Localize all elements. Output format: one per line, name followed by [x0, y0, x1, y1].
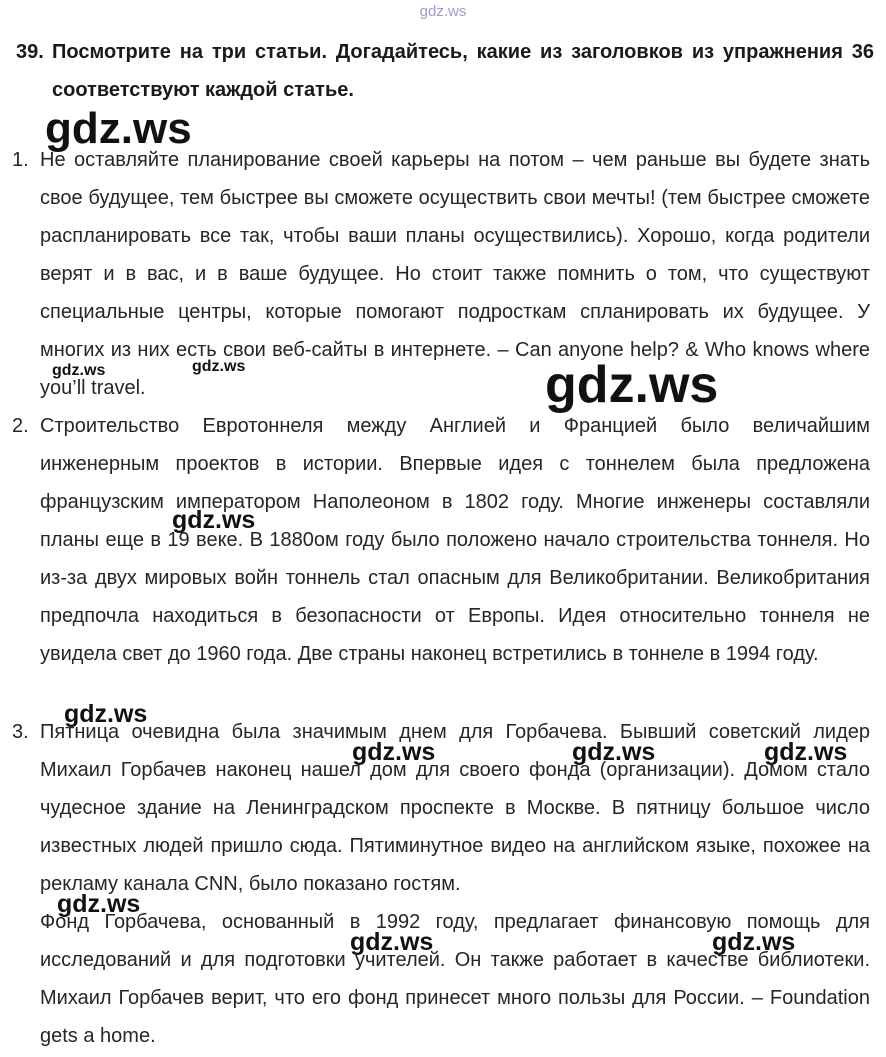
article-3-number: 3.	[12, 721, 29, 743]
watermark: gdz.ws	[64, 700, 148, 728]
watermark: gdz.ws	[352, 738, 436, 766]
watermark: gdz.ws	[52, 362, 106, 379]
article-2-number: 2.	[12, 415, 29, 437]
watermark: gdz.ws	[572, 738, 656, 766]
article-1-number: 1.	[12, 149, 29, 171]
watermark: gdz.ws	[350, 928, 434, 956]
task-number: 39.	[16, 41, 44, 63]
watermark: gdz.ws	[57, 890, 141, 918]
article-2-text: Строительство Евротоннеля между Англией и Францией было величайшим инженерным проектов в истории. Впервые идея с тоннелем была предложена французским императором Наполеоном в 1802 году. Многие инженеры составляли планы еще в 19 веке. В 1880ом году было положено начало строительства тоннеля. Но из-за двух мировых войн тоннель стал опасным для Великобритании. Великобритания предпочла находиться в безопасности от Европы. Идея относительно тоннеля не увидела свет до 1960 года. Две страны наконец встретились в тоннеле в 1994 году.	[40, 415, 870, 665]
article-3-text	[40, 713, 870, 1055]
watermark: gdz.ws	[545, 356, 719, 414]
article-3	[12, 713, 870, 1055]
task-heading	[16, 33, 874, 109]
article-3-text-part-1: Пятница очевидна была значимым днем для Горбачева. Бывший советский лидер Михаил Горбачев наконец нашел дом для своего фонда (организации). Домом стало чудесное здание на Ленинградском проспекте в Москве. В пятницу большое число известных людей пришло сюда. Пятиминутное видео на английском языке, похожее на рекламу канала CNN, было показано гостям.	[40, 721, 870, 895]
watermark: gdz.ws	[712, 928, 796, 956]
article-3-text-part-2: Фонд Горбачева, основанный в 1992 году, предлагает финансовую помощь для исследований и для подготовки учителей. Он также работает в качестве библиотеки. Михаил Горбачев верит, что его фонд принесет много пользы для России. – Foundation gets a home.	[40, 911, 870, 1047]
task-text: Посмотрите на три статьи. Догадайтесь, какие из заголовков из упражнения 36 соответствуют каждой статье.	[52, 41, 874, 101]
watermark-top: gdz.ws	[419, 3, 467, 20]
article-1	[12, 141, 870, 407]
watermark: gdz.ws	[172, 506, 256, 534]
watermark: gdz.ws	[45, 104, 192, 153]
article-2	[12, 407, 870, 673]
watermark: gdz.ws	[764, 738, 848, 766]
article-1-text: Не оставляйте планирование своей карьеры на потом – чем раньше вы будете знать свое будущее, тем быстрее вы сможете осуществить свои мечты! (тем быстрее сможете распланировать все так, чтобы ваши планы осуществились). Хорошо, когда родители верят и в вас, и в ваше будущее. Но стоит также помнить о том, что существуют специальные центры, которые помогают подросткам спланировать их будущее. У многих из них есть свои веб-сайты в интернете. – Can anyone help? & Who knows where you’ll travel.	[40, 149, 870, 399]
watermark: gdz.ws	[192, 358, 246, 375]
